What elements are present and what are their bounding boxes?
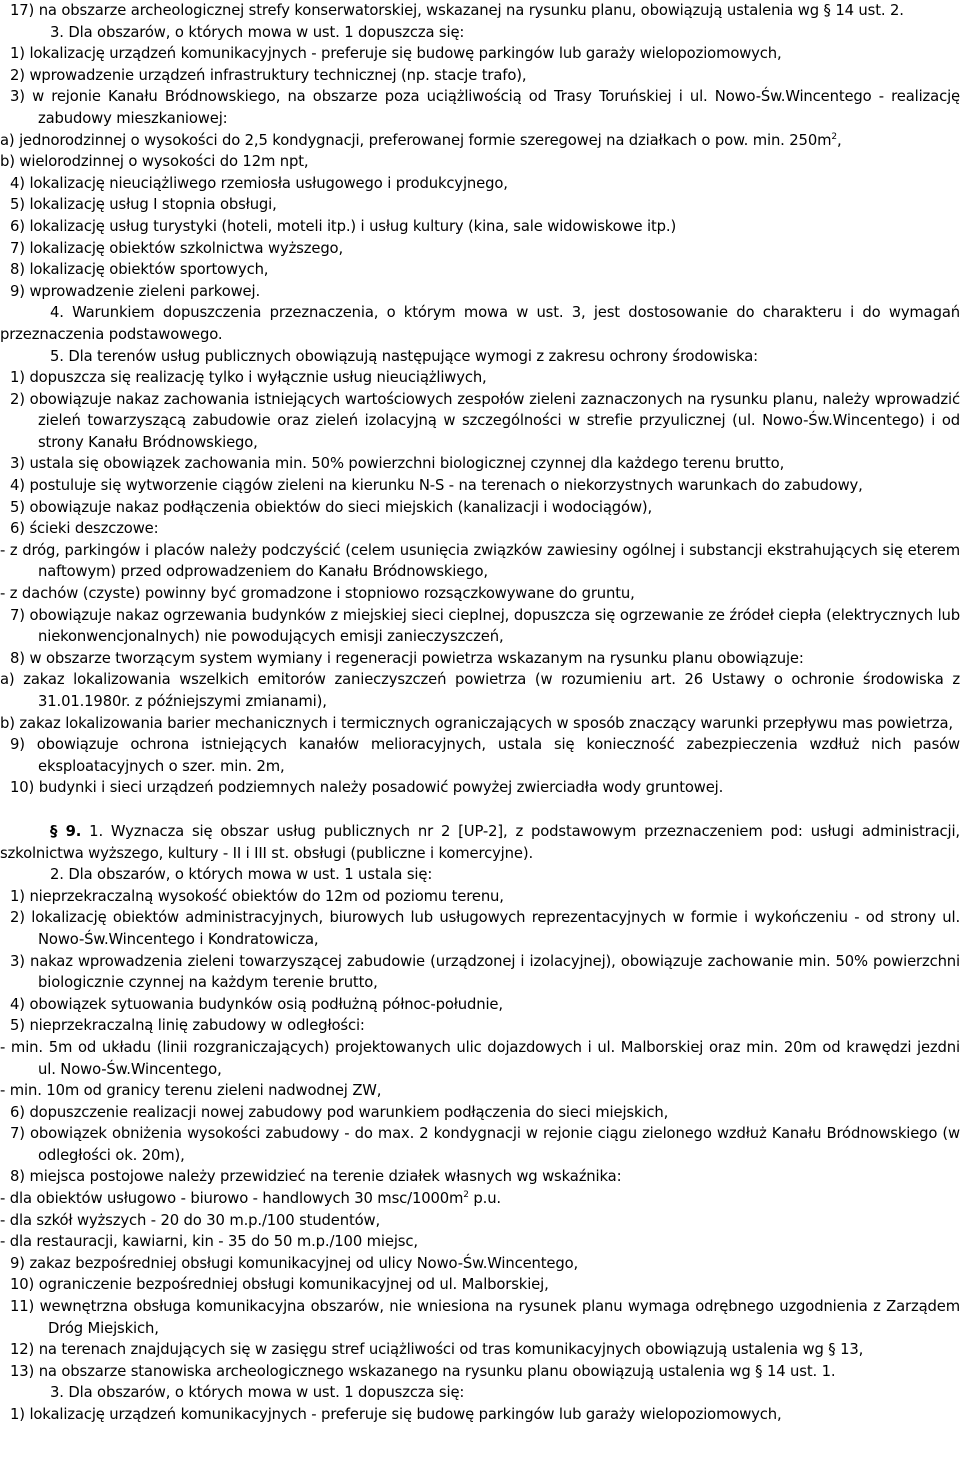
list-item: 7) obowiązuje nakaz ogrzewania budynków z miejskiej sieci cieplnej, dopuszcza się ogrzewanie ze źródeł ciepła (elektrycznych lub niekonwencjonalnych) nie powodujących emisji zanieczyszczeń,	[10, 606, 960, 646]
list-item: 5) nieprzekraczalną linię zabudowy w odległości:	[10, 1017, 365, 1035]
list-item: 2) lokalizację obiektów administracyjnych, biurowych lub usługowych reprezentacyjnych w formie i wykończeniu - od strony ul. Nowo-Św.Wincentego i Kondratowicza,	[10, 909, 960, 948]
list-item: 9) wprowadzenie zieleni parkowej.	[10, 282, 261, 300]
list-item: 10) budynki i sieci urządzeń podziemnych należy posadowić powyżej zwierciadła wody gruntowej.	[10, 779, 724, 797]
superscript: 2	[463, 1190, 469, 1201]
list-item: 6) ścieki deszczowe:	[10, 520, 159, 538]
section-number: § 9.	[50, 822, 82, 840]
list-item: a) zakaz lokalizowania wszelkich emitorów zanieczyszczeń powietrza (w rozumieniu art. 26 Ustawy o ochronie środowiska z 31.01.1980r. z późniejszymi zmianami),	[0, 671, 960, 710]
list-item: b) zakaz lokalizowania barier mechanicznych i termicznych ograniczających w sposób znaczący warunki przepływu mas powietrza,	[0, 714, 953, 732]
list-item: 13) na obszarze stanowiska archeologicznego wskazanego na rysunku planu obowiązują ustalenia wg § 14 ust. 1.	[10, 1362, 836, 1380]
list-item-text: a) jednorodzinnej o wysokości do 2,5 kondygnacji, preferowanej formie szeregowej na działkach o pow. min. 250m	[0, 131, 832, 149]
list-item: 10) ograniczenie bezpośredniej obsługi komunikacyjnej od ul. Malborskiej,	[10, 1276, 549, 1294]
list-item: 4) obowiązek sytuowania budynków osią podłużną północ-południe,	[10, 995, 503, 1013]
paragraph: 3. Dla obszarów, o których mowa w ust. 1 dopuszcza się:	[50, 23, 465, 41]
list-item: - dla szkół wyższych - 20 do 30 m.p./100 studentów,	[0, 1211, 381, 1229]
list-item: 5) obowiązuje nakaz podłączenia obiektów do sieci miejskich (kanalizacji i wodociągów),	[10, 498, 653, 516]
list-item: 8) w obszarze tworzącym system wymiany i regeneracji powietrza wskazanym na rysunku planu obowiązuje:	[10, 649, 804, 667]
list-item: 9) zakaz bezpośredniej obsługi komunikacyjnej od ulicy Nowo-Św.Wincentego,	[10, 1254, 579, 1272]
list-item: 3) w rejonie Kanału Bródnowskiego, na obszarze poza uciążliwością od Trasy Toruńskiej i ul. Nowo-Św.Wincentego - realizację zabudowy mieszkaniowej:	[10, 88, 960, 127]
section-text: 1. Wyznacza się obszar usług publicznych nr 2 [UP-2], z podstawowym przeznaczeniem pod: usługi administracji, szkolnictwa wyższego, kultury - II i III st. obsługi (publiczne i komercyjne).	[0, 822, 960, 862]
paragraph: 5. Dla terenów usług publicznych obowiązują następujące wymogi z zakresu ochrony środowiska:	[50, 347, 758, 365]
list-item: 7) obowiązek obniżenia wysokości zabudowy - do max. 2 kondygnacji w rejonie ciągu zielonego wzdłuż Kanału Bródnowskiego (w odległości ok. 20m),	[10, 1125, 960, 1164]
list-item	[0, 130, 960, 152]
list-item: - min. 10m od granicy terenu zieleni nadwodnej ZW,	[0, 1082, 382, 1100]
list-item: 3) nakaz wprowadzenia zieleni towarzyszącej zabudowie (urządzonej i izolacyjnej), obowiązuje zachowanie min. 50% powierzchni biologicznie czynnej na każdym terenie brutto,	[10, 952, 960, 992]
list-item: 8) lokalizację obiektów sportowych,	[10, 261, 269, 279]
list-item: 4) lokalizację nieuciążliwego rzemiosła usługowego i produkcyjnego,	[10, 174, 508, 192]
list-item: 1) nieprzekraczalną wysokość obiektów do 12m od poziomu terenu,	[10, 887, 504, 905]
list-item: - z dachów (czyste) powinny być gromadzone i stopniowo rozsączkowywane do gruntu,	[0, 585, 635, 603]
list-item: - dla restauracji, kawiarni, kin - 35 do 50 m.p./100 miejsc,	[0, 1233, 418, 1251]
list-item: 12) na terenach znajdujących się w zasięgu stref uciążliwości od tras komunikacyjnych obowiązują ustalenia wg § 13,	[10, 1341, 864, 1359]
list-item: 3) ustala się obowiązek zachowania min. 50% powierzchni biologicznej czynnej dla każdego terenu brutto,	[10, 455, 785, 473]
list-item: 9) obowiązuje ochrona istniejących kanałów melioracyjnych, ustala się konieczność zabezpieczenia wzdłuż nich pasów eksploatacyjnych o szer. min. 2m,	[10, 736, 960, 775]
list-item: - z dróg, parkingów i placów należy podczyścić (celem usunięcia związków zawiesiny ogólnej i substancji ekstrahujących się eterem naftowym) przed odprowadzeniem do Kanału Bródnowskiego,	[0, 541, 960, 581]
list-item: 6) lokalizację usług turystyki (hoteli, moteli itp.) i usług kultury (kina, sale widowiskowe itp.)	[10, 217, 677, 235]
paragraph: 3. Dla obszarów, o których mowa w ust. 1 dopuszcza się:	[50, 1384, 465, 1402]
list-item: 8) miejsca postojowe należy przewidzieć na terenie działek własnych wg wskaźnika:	[10, 1168, 622, 1186]
list-item: b) wielorodzinnej o wysokości do 12m npt,	[0, 153, 309, 171]
list-item-text: - dla obiektów usługowo - biurowo - handlowych 30 msc/1000m	[0, 1190, 464, 1208]
list-item: 4) postuluje się wytworzenie ciągów zieleni na kierunku N-S - na terenach o niekorzystnych warunkach do zabudowy,	[10, 477, 863, 495]
list-item: 1) lokalizację urządzeń komunikacyjnych - preferuje się budowę parkingów lub garaży wielopoziomowych,	[10, 45, 782, 63]
list-item: 17) na obszarze archeologicznej strefy konserwatorskiej, wskazanej na rysunku planu, obowiązują ustalenia wg § 14 ust. 2.	[10, 2, 904, 19]
list-item: 6) dopuszczenie realizacji nowej zabudowy pod warunkiem podłączenia do sieci miejskich,	[10, 1103, 669, 1121]
spacer	[0, 799, 960, 821]
list-item: 1) lokalizację urządzeń komunikacyjnych - preferuje się budowę parkingów lub garaży wielopoziomowych,	[10, 1406, 782, 1423]
list-item	[0, 1188, 960, 1210]
list-item: 5) lokalizację usług I stopnia obsługi,	[10, 196, 277, 214]
list-item: 11) wewnętrzna obsługa komunikacyjna obszarów, nie wniesiona na rysunek planu wymaga odrębnego uzgodnienia z Zarządem Dróg Miejskich,	[10, 1298, 960, 1337]
paragraph: 4. Warunkiem dopuszczenia przeznaczenia, o którym mowa w ust. 3, jest dostosowanie do charakteru i do wymagań przeznaczenia podstawowego.	[0, 304, 960, 343]
list-item-text: p.u.	[468, 1190, 501, 1208]
paragraph: 2. Dla obszarów, o których mowa w ust. 1 ustala się:	[50, 866, 433, 884]
list-item: 7) lokalizację obiektów szkolnictwa wyższego,	[10, 239, 344, 257]
list-item: 2) wprowadzenie urządzeń infrastruktury technicznej (np. stacje trafo),	[10, 66, 527, 84]
list-item: - min. 5m od układu (linii rozgraniczających) projektowanych ulic dojazdowych i ul. Malborskiej oraz min. 20m od krawędzi jezdni ul. Nowo-Św.Wincentego,	[0, 1038, 960, 1078]
section-paragraph	[0, 821, 960, 864]
superscript: 2	[831, 131, 837, 142]
list-item: 1) dopuszcza się realizację tylko i wyłącznie usług nieuciążliwych,	[10, 369, 487, 387]
list-item: 2) obowiązuje nakaz zachowania istniejących wartościowych zespołów zieleni zaznaczonych na rysunku planu, należy wprowadzić zieleń towarzyszącą zabudowie oraz zieleń izolacyjną w szczególności w strefie przyulicznej (ul. Nowo-Św.Wincentego) i od strony Kanału Bródnowskiego,	[10, 390, 960, 451]
list-item-text: ,	[836, 131, 842, 149]
